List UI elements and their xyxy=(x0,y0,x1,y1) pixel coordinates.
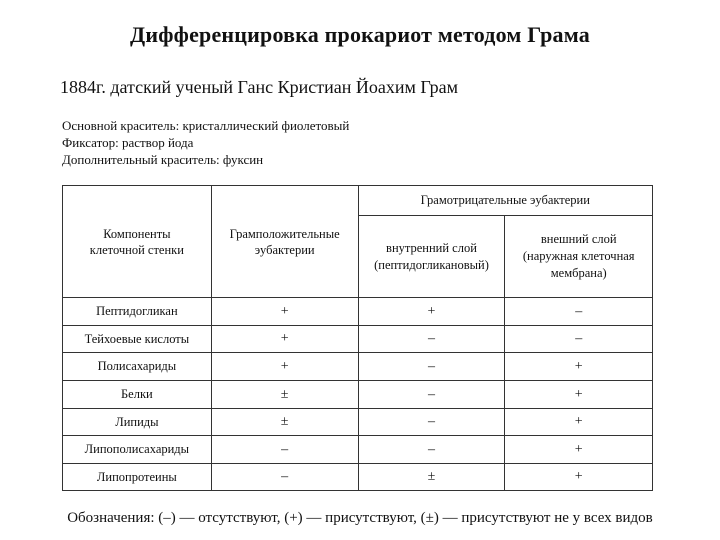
table-row xyxy=(63,353,653,381)
header-gram-negative: Грамотрицательные эубактерии xyxy=(358,186,652,216)
table-row xyxy=(63,326,653,353)
stain-fixative: Фиксатор: раствор йода xyxy=(62,135,194,150)
header-outer-layer: внешний слой (наружная клеточная мембрана) xyxy=(505,216,653,298)
legend-note: Обозначения: (–) — отсутствуют, (+) — присутствуют, (±) — присутствуют не у всех видов xyxy=(67,510,653,526)
stain-list xyxy=(62,117,349,168)
gram-positive-value: ± xyxy=(211,381,358,409)
table-row xyxy=(63,464,653,491)
component-name: Липопротеины xyxy=(63,464,212,491)
component-name: Полисахариды xyxy=(63,353,212,381)
page-title: Дифференцировка прокариот методом Грама xyxy=(130,22,590,47)
history-subtitle: 1884г. датский ученый Ганс Кристиан Йоахим Грам xyxy=(60,77,459,97)
inner-layer-value: ± xyxy=(358,464,505,491)
inner-layer-value: – xyxy=(358,353,505,381)
gram-positive-value: ± xyxy=(211,409,358,436)
inner-layer-value: – xyxy=(358,436,505,464)
stain-counterstain: Дополнительный краситель: фуксин xyxy=(62,152,264,167)
table-row xyxy=(63,409,653,436)
inner-layer-value: – xyxy=(358,381,505,409)
component-name: Липополисахариды xyxy=(63,436,212,464)
table-row xyxy=(63,436,653,464)
component-name: Тейхоевые кислоты xyxy=(63,326,212,353)
gram-positive-value: – xyxy=(211,464,358,491)
inner-layer-value: – xyxy=(358,326,505,353)
inner-layer-value: + xyxy=(358,298,505,326)
outer-layer-value: – xyxy=(505,326,653,353)
header-gram-positive: Грамположительные эубактерии xyxy=(211,186,358,298)
component-name: Белки xyxy=(63,381,212,409)
outer-layer-value: – xyxy=(505,298,653,326)
gram-positive-value: + xyxy=(211,326,358,353)
gram-positive-value: + xyxy=(211,298,358,326)
gram-stain-table xyxy=(62,185,653,491)
header-components: Компоненты клеточной стенки xyxy=(63,186,212,298)
gram-positive-value: – xyxy=(211,436,358,464)
inner-layer-value: – xyxy=(358,409,505,436)
outer-layer-value: + xyxy=(505,353,653,381)
outer-layer-value: + xyxy=(505,464,653,491)
component-name: Липиды xyxy=(63,409,212,436)
header-inner-layer: внутренний слой (пептидогликановый) xyxy=(358,216,505,298)
outer-layer-value: + xyxy=(505,409,653,436)
gram-positive-value: + xyxy=(211,353,358,381)
outer-layer-value: + xyxy=(505,436,653,464)
table-row xyxy=(63,381,653,409)
component-name: Пептидогликан xyxy=(63,298,212,326)
outer-layer-value: + xyxy=(505,381,653,409)
stain-primary: Основной краситель: кристаллический фиолетовый xyxy=(62,118,350,133)
table-row xyxy=(63,298,653,326)
